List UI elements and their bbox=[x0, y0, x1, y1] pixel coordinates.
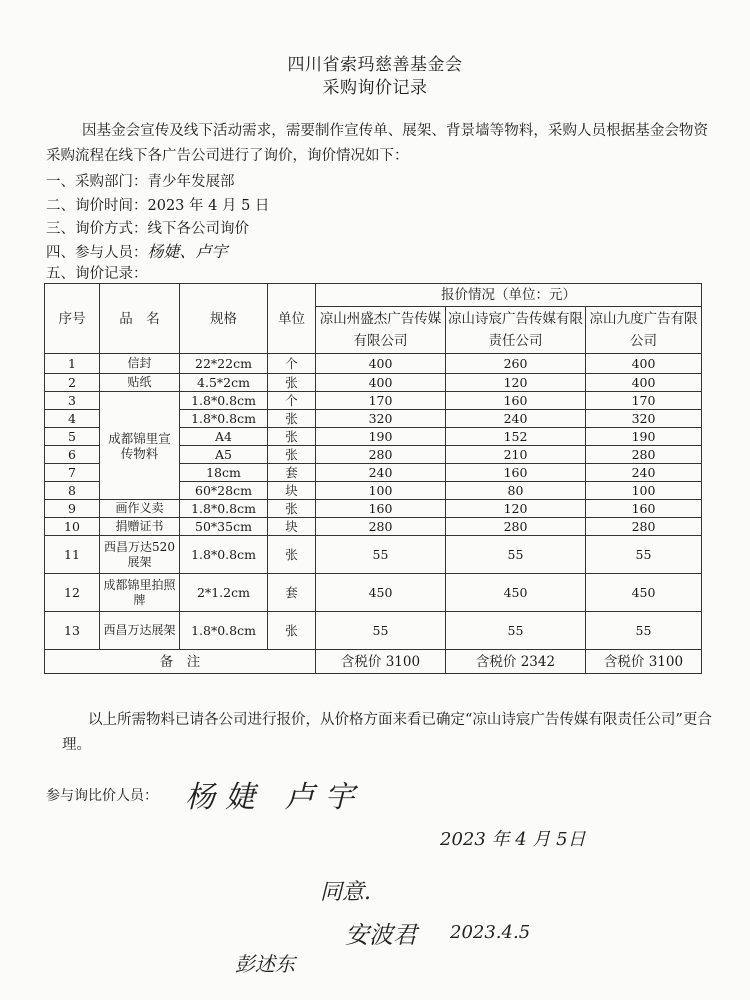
total-vendor-2: 含税价 2342 bbox=[446, 650, 586, 674]
cell-spec: A4 bbox=[180, 428, 268, 446]
intro-paragraph: 因基金会宣传及线下活动需求，需要制作宣传单、展架、背景墙等物料，采购人员根据基金会物资采购流程在线下各广告公司进行了询价，询价情况如下： bbox=[46, 123, 708, 164]
approval-note: 同意. bbox=[320, 880, 371, 905]
signature-other: 彭述东 bbox=[235, 952, 295, 976]
header-vendor-3: 凉山九度广告有限公司 bbox=[586, 307, 702, 354]
cell-spec: 50*35cm bbox=[180, 518, 268, 536]
info-value: 2023 年 4 月 5 日 bbox=[147, 198, 270, 214]
cell-unit: 张 bbox=[268, 500, 316, 518]
header-name: 品 名 bbox=[100, 284, 180, 354]
total-vendor-3: 含税价 3100 bbox=[586, 650, 702, 674]
cell-spec: 1.8*0.8cm bbox=[180, 612, 268, 650]
cell-price-vendor-3: 190 bbox=[586, 428, 702, 446]
cell-spec: 1.8*0.8cm bbox=[180, 500, 268, 518]
cell-no: 3 bbox=[45, 392, 100, 410]
cell-price-vendor-3: 160 bbox=[586, 500, 702, 518]
cell-spec: 1.8*0.8cm bbox=[180, 392, 268, 410]
cell-price-vendor-2: 210 bbox=[446, 446, 586, 464]
cell-price-vendor-2: 280 bbox=[446, 518, 586, 536]
total-vendor-1: 含税价 3100 bbox=[316, 650, 446, 674]
cell-price-vendor-3: 55 bbox=[586, 612, 702, 650]
info-value: 杨婕、卢宇 bbox=[147, 242, 228, 261]
cell-unit: 块 bbox=[268, 518, 316, 536]
info-label: 四、参与人员： bbox=[46, 245, 148, 261]
header-unit: 单位 bbox=[268, 284, 316, 354]
info-label: 三、询价方式： bbox=[46, 221, 148, 237]
cell-price-vendor-3: 400 bbox=[586, 354, 702, 374]
header-vendor-1: 凉山州盛杰广告传媒有限公司 bbox=[316, 307, 446, 354]
table-row bbox=[45, 392, 702, 410]
cell-no: 11 bbox=[45, 536, 100, 574]
table-row bbox=[45, 518, 702, 536]
cell-no: 7 bbox=[45, 464, 100, 482]
info-value: 线下各公司询价 bbox=[147, 221, 249, 237]
quote-table bbox=[44, 283, 702, 674]
cell-price-vendor-1: 55 bbox=[316, 536, 446, 574]
cell-price-vendor-2: 450 bbox=[446, 574, 586, 612]
cell-no: 12 bbox=[45, 574, 100, 612]
cell-price-vendor-3: 100 bbox=[586, 482, 702, 500]
cell-price-vendor-1: 55 bbox=[316, 612, 446, 650]
cell-price-vendor-2: 160 bbox=[446, 392, 586, 410]
cell-price-vendor-1: 240 bbox=[316, 464, 446, 482]
handwritten-date: 2023 年 4 月 5日 bbox=[440, 829, 586, 850]
header-no: 序号 bbox=[45, 284, 100, 354]
cell-price-vendor-3: 280 bbox=[586, 446, 702, 464]
table-row bbox=[45, 354, 702, 374]
cell-name: 捐赠证书 bbox=[100, 518, 180, 536]
cell-unit: 套 bbox=[268, 464, 316, 482]
cell-spec: 1.8*0.8cm bbox=[180, 410, 268, 428]
signature-participants: 杨婕 卢宇 bbox=[185, 780, 365, 815]
cell-unit: 张 bbox=[268, 428, 316, 446]
page-title: 四川省索玛慈善基金会 bbox=[287, 55, 463, 75]
table-row bbox=[45, 374, 702, 392]
info-label: 二、询价时间： bbox=[46, 198, 148, 214]
table-row bbox=[45, 500, 702, 518]
cell-price-vendor-2: 55 bbox=[446, 536, 586, 574]
cell-no: 10 bbox=[45, 518, 100, 536]
cell-price-vendor-3: 170 bbox=[586, 392, 702, 410]
cell-price-vendor-1: 400 bbox=[316, 374, 446, 392]
approval-date: 2023.4.5 bbox=[450, 922, 531, 943]
cell-price-vendor-1: 100 bbox=[316, 482, 446, 500]
info-label: 一、采购部门： bbox=[46, 174, 148, 190]
cell-price-vendor-3: 450 bbox=[586, 574, 702, 612]
cell-name: 西昌万达520展架 bbox=[100, 536, 180, 574]
conclusion-paragraph: 以上所需物料已请各公司进行报价，从价格方面来看已确定“凉山诗宸广告传媒有限责任公司”更合理。 bbox=[62, 712, 712, 753]
cell-price-vendor-2: 160 bbox=[446, 464, 586, 482]
cell-no: 8 bbox=[45, 482, 100, 500]
cell-price-vendor-1: 170 bbox=[316, 392, 446, 410]
cell-no: 4 bbox=[45, 410, 100, 428]
cell-no: 2 bbox=[45, 374, 100, 392]
cell-spec: 18cm bbox=[180, 464, 268, 482]
cell-price-vendor-1: 400 bbox=[316, 354, 446, 374]
cell-unit: 张 bbox=[268, 410, 316, 428]
cell-no: 9 bbox=[45, 500, 100, 518]
remark-label: 备 注 bbox=[45, 650, 316, 674]
cell-spec: 4.5*2cm bbox=[180, 374, 268, 392]
cell-no: 13 bbox=[45, 612, 100, 650]
cell-no: 6 bbox=[45, 446, 100, 464]
cell-unit: 张 bbox=[268, 374, 316, 392]
info-line-records bbox=[46, 264, 148, 284]
table-row bbox=[45, 574, 702, 612]
cell-price-vendor-3: 240 bbox=[586, 464, 702, 482]
cell-price-vendor-3: 400 bbox=[586, 374, 702, 392]
cell-price-vendor-1: 280 bbox=[316, 518, 446, 536]
cell-spec: 22*22cm bbox=[180, 354, 268, 374]
cell-spec: 60*28cm bbox=[180, 482, 268, 500]
cell-name: 成都锦里拍照牌 bbox=[100, 574, 180, 612]
cell-no: 5 bbox=[45, 428, 100, 446]
cell-unit: 张 bbox=[268, 446, 316, 464]
cell-spec: A5 bbox=[180, 446, 268, 464]
cell-name: 画作义卖 bbox=[100, 500, 180, 518]
info-line-date bbox=[46, 196, 269, 216]
page-subtitle: 采购询价记录 bbox=[322, 78, 428, 98]
cell-price-vendor-3: 280 bbox=[586, 518, 702, 536]
cell-price-vendor-2: 260 bbox=[446, 354, 586, 374]
info-line-method bbox=[46, 219, 249, 239]
cell-spec: 2*1.2cm bbox=[180, 574, 268, 612]
cell-price-vendor-2: 240 bbox=[446, 410, 586, 428]
signature-approver: 安波君 bbox=[345, 921, 417, 949]
signer-label: 参与询比价人员： bbox=[46, 788, 158, 804]
cell-unit: 张 bbox=[268, 612, 316, 650]
cell-unit: 个 bbox=[268, 354, 316, 374]
cell-price-vendor-3: 320 bbox=[586, 410, 702, 428]
cell-unit: 个 bbox=[268, 392, 316, 410]
table-row bbox=[45, 612, 702, 650]
cell-unit: 张 bbox=[268, 536, 316, 574]
info-value: 青少年发展部 bbox=[147, 174, 235, 190]
cell-price-vendor-1: 190 bbox=[316, 428, 446, 446]
header-spec: 规格 bbox=[180, 284, 268, 354]
cell-name: 西昌万达展架 bbox=[100, 612, 180, 650]
info-line-participants bbox=[46, 242, 228, 263]
cell-price-vendor-1: 320 bbox=[316, 410, 446, 428]
cell-price-vendor-1: 160 bbox=[316, 500, 446, 518]
cell-price-vendor-2: 120 bbox=[446, 500, 586, 518]
cell-name: 成都锦里宣传物料 bbox=[100, 392, 180, 500]
info-label: 五、询价记录： bbox=[46, 266, 148, 282]
header-quote: 报价情况（单位：元） bbox=[316, 284, 702, 307]
cell-name: 贴纸 bbox=[100, 374, 180, 392]
cell-price-vendor-2: 120 bbox=[446, 374, 586, 392]
cell-spec: 1.8*0.8cm bbox=[180, 536, 268, 574]
cell-unit: 套 bbox=[268, 574, 316, 612]
cell-price-vendor-2: 55 bbox=[446, 612, 586, 650]
cell-unit: 块 bbox=[268, 482, 316, 500]
info-line-department bbox=[46, 172, 235, 192]
cell-name: 信封 bbox=[100, 354, 180, 374]
cell-no: 1 bbox=[45, 354, 100, 374]
cell-price-vendor-2: 80 bbox=[446, 482, 586, 500]
cell-price-vendor-3: 55 bbox=[586, 536, 702, 574]
cell-price-vendor-2: 152 bbox=[446, 428, 586, 446]
table-row bbox=[45, 536, 702, 574]
cell-price-vendor-1: 280 bbox=[316, 446, 446, 464]
cell-price-vendor-1: 450 bbox=[316, 574, 446, 612]
header-vendor-2: 凉山诗宸广告传媒有限责任公司 bbox=[446, 307, 586, 354]
